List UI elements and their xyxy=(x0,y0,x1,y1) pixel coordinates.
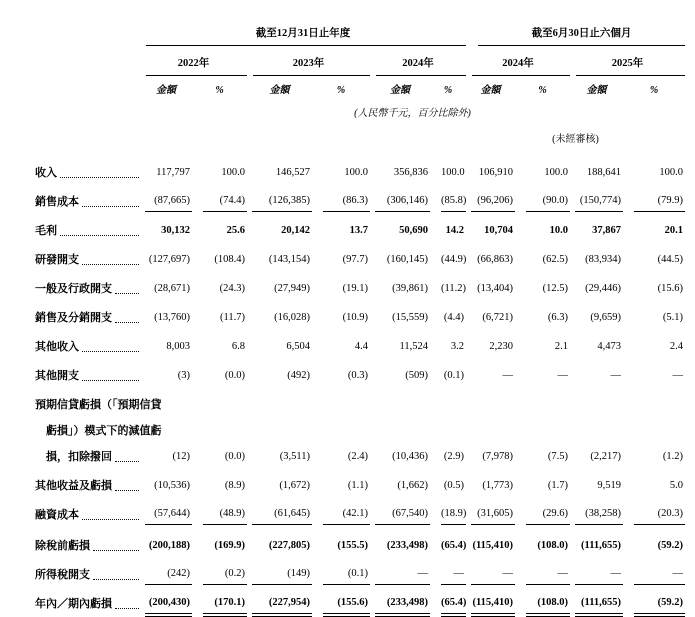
percent-cell: (65.4) xyxy=(430,585,466,614)
section-header-row xyxy=(35,22,685,46)
amount-cell: 146,527 xyxy=(275,167,310,178)
percent-cell: 13.7 xyxy=(349,225,368,236)
amount-cell: — xyxy=(502,370,513,381)
row-label-cell xyxy=(35,270,140,299)
amount-cell: (39,861) xyxy=(392,283,428,294)
amount-cell: (3,511) xyxy=(279,451,310,462)
percent-cell: — xyxy=(672,370,683,381)
year-header-2024-interim: 2024年 xyxy=(466,46,570,76)
percent-cell: 25.6 xyxy=(226,225,245,236)
percent-cell: 20.1 xyxy=(664,225,683,236)
percent-cell: (0.0) xyxy=(224,451,245,462)
percent-cell: 2.4 xyxy=(669,341,683,352)
amount-cell: (15,559) xyxy=(392,312,428,323)
percent-cell: (85.8) xyxy=(430,183,466,212)
percent-header: % xyxy=(336,85,346,96)
row-label-cell xyxy=(35,585,140,614)
percent-cell: (11.7) xyxy=(220,312,245,323)
amount-cell: (2,217) xyxy=(590,451,621,462)
percent-cell: (108.0) xyxy=(515,585,570,614)
amount-header: 金額 xyxy=(586,85,607,96)
amount-cell: (127,697) xyxy=(148,254,190,265)
dot-leader xyxy=(82,253,139,265)
percent-cell: (155.5) xyxy=(337,540,368,551)
dot-leader xyxy=(82,195,139,207)
percent-cell: (42.1) xyxy=(312,496,370,525)
dot-leader xyxy=(115,450,139,462)
amount-cell: (306,146) xyxy=(370,183,430,212)
row-label: 虧損」）模式下的減值虧 xyxy=(46,425,162,437)
percent-cell: (169.9) xyxy=(214,540,245,551)
year-header-2023: 2023年 xyxy=(247,46,370,76)
percent-header: % xyxy=(215,85,224,96)
dot-leader xyxy=(82,369,139,381)
row-label-cell xyxy=(35,357,140,386)
row-label: 其他開支 xyxy=(35,370,79,382)
row-label-cell xyxy=(35,212,140,241)
year-header-2022: 2022年 xyxy=(140,46,247,76)
row-label: 所得稅開支 xyxy=(35,569,90,581)
percent-cell: (74.4) xyxy=(192,183,247,212)
unaudited-note: (未經審核) xyxy=(552,134,599,145)
table-header xyxy=(35,22,685,154)
row-label: 除稅前虧損 xyxy=(35,540,90,552)
amount-cell: — xyxy=(570,556,623,585)
amount-cell: 2,230 xyxy=(489,341,513,352)
amount-cell: (87,665) xyxy=(140,183,192,212)
percent-cell: (10.9) xyxy=(342,312,368,323)
percent-cell: (24.3) xyxy=(219,283,245,294)
percent-cell: 5.0 xyxy=(669,480,683,491)
unaudited-note-row xyxy=(35,124,685,154)
year-header-row xyxy=(35,46,685,76)
row-label-cell xyxy=(35,299,140,328)
row-label-cell xyxy=(35,328,140,357)
dot-leader xyxy=(115,311,139,323)
percent-cell: (79.9) xyxy=(623,183,685,212)
percent-cell: (6.3) xyxy=(547,312,568,323)
amount-cell: 50,690 xyxy=(399,225,428,236)
percent-header: % xyxy=(443,85,453,96)
amount-cell: 6,504 xyxy=(286,341,310,352)
amount-cell: 106,910 xyxy=(478,167,513,178)
row-revenue xyxy=(35,154,685,183)
amount-cell: (7,978) xyxy=(482,451,513,462)
row-label: 預期信貸虧損（「預期信貸 xyxy=(35,399,162,411)
amount-cell: — xyxy=(466,556,515,585)
amount-cell: (66,863) xyxy=(477,254,513,265)
label-column-spacer xyxy=(35,102,140,124)
amount-cell: (12) xyxy=(172,451,190,462)
amount-cell: (200,188) xyxy=(148,540,190,551)
table-body xyxy=(35,154,685,614)
units-note-row xyxy=(35,102,685,124)
amount-cell: (6,721) xyxy=(482,312,513,323)
dot-leader xyxy=(115,479,139,491)
percent-cell: (97.7) xyxy=(342,254,368,265)
amount-cell: (16,028) xyxy=(274,312,310,323)
percent-cell: (90.0) xyxy=(515,183,570,212)
row-label: 收入 xyxy=(35,167,57,179)
dot-leader xyxy=(82,508,139,520)
percent-cell: — xyxy=(430,556,466,585)
amount-cell: 117,797 xyxy=(156,167,190,178)
financial-table xyxy=(35,22,685,614)
percent-cell: (2.4) xyxy=(347,451,368,462)
amount-cell: (13,760) xyxy=(154,312,190,323)
row-label-cell xyxy=(35,467,140,496)
amount-cell: 356,836 xyxy=(393,167,428,178)
amount-cell: (27,949) xyxy=(274,283,310,294)
row-label-cell xyxy=(35,386,162,467)
percent-cell: 6.8 xyxy=(231,341,245,352)
dot-leader xyxy=(82,340,139,352)
percent-cell: 100.0 xyxy=(659,167,683,178)
percent-cell: (108.0) xyxy=(537,540,568,551)
amount-cell: (200,430) xyxy=(140,585,192,614)
row-loss-for-period xyxy=(35,585,685,614)
amount-header: 金額 xyxy=(269,85,290,96)
percent-cell: (0.5) xyxy=(443,480,464,491)
row-ecl-impairment xyxy=(35,386,685,467)
percent-cell: (0.2) xyxy=(192,556,247,585)
amount-cell: (9,659) xyxy=(590,312,621,323)
amount-cell: (115,410) xyxy=(466,585,515,614)
row-label-cell xyxy=(35,183,140,212)
amount-cell: (1,662) xyxy=(397,480,428,491)
amount-cell: (143,154) xyxy=(268,254,310,265)
amount-cell: (31,605) xyxy=(466,496,515,525)
amount-cell: 8,003 xyxy=(166,341,190,352)
percent-cell: (1.2) xyxy=(662,451,683,462)
percent-cell: — xyxy=(515,556,570,585)
amount-cell: (111,655) xyxy=(581,540,621,551)
amount-cell: (96,206) xyxy=(466,183,515,212)
percent-cell: (44.5) xyxy=(657,254,683,265)
amount-cell: (1,773) xyxy=(482,480,513,491)
header-period-interim xyxy=(466,22,685,46)
amount-header: 金額 xyxy=(390,85,410,96)
amount-cell: (83,934) xyxy=(585,254,621,265)
amount-cell: (28,671) xyxy=(154,283,190,294)
amount-cell: (242) xyxy=(140,556,192,585)
percent-cell: (8.9) xyxy=(224,480,245,491)
amount-cell: 20,142 xyxy=(281,225,310,236)
dot-leader xyxy=(115,282,139,294)
row-general-admin-expenses xyxy=(35,270,685,299)
amount-cell: (149) xyxy=(247,556,312,585)
percent-cell: 14.2 xyxy=(445,225,464,236)
amount-cell: (115,410) xyxy=(472,540,513,551)
percent-cell: (20.3) xyxy=(623,496,685,525)
percent-cell: — xyxy=(623,556,685,585)
amount-cell: (10,436) xyxy=(392,451,428,462)
percent-cell: (0.1) xyxy=(312,556,370,585)
label-column-spacer xyxy=(35,76,140,102)
annual-period-title: 截至12月31日止年度 xyxy=(255,28,351,39)
amount-cell: — xyxy=(370,556,430,585)
amount-cell: 9,519 xyxy=(597,480,621,491)
amount-cell: (10,536) xyxy=(154,480,190,491)
label-column-spacer xyxy=(35,46,140,76)
amount-cell: (492) xyxy=(287,370,310,381)
row-label-cell xyxy=(35,556,140,585)
percent-cell: (44.9) xyxy=(441,254,467,265)
row-other-expenses xyxy=(35,357,685,386)
amount-cell: 10,704 xyxy=(484,225,513,236)
row-label-cell xyxy=(35,154,140,183)
dot-leader xyxy=(93,568,139,580)
amount-cell: (61,645) xyxy=(247,496,312,525)
amount-cell: 37,867 xyxy=(592,225,621,236)
percent-cell: (59.2) xyxy=(657,540,683,551)
row-other-income xyxy=(35,328,685,357)
year-header-2025-interim: 2025年 xyxy=(570,46,685,76)
dot-leader xyxy=(93,539,139,551)
percent-header: % xyxy=(649,85,659,96)
percent-cell: (5.1) xyxy=(662,312,683,323)
percent-cell: (1.7) xyxy=(547,480,568,491)
percent-cell: (15.6) xyxy=(657,283,683,294)
unaudited-note-cell xyxy=(466,124,685,154)
percent-cell: — xyxy=(557,370,568,381)
header-period-annual xyxy=(140,22,466,46)
percent-cell: (48.9) xyxy=(192,496,247,525)
percent-cell: 100.0 xyxy=(441,167,465,178)
percent-cell: (11.2) xyxy=(441,283,466,294)
interim-period-title: 截至6月30日止六個月 xyxy=(531,28,632,39)
units-note: (人民幣千元，百分比除外) xyxy=(354,108,471,119)
percent-cell: (170.1) xyxy=(192,585,247,614)
amount-cell: 188,641 xyxy=(586,167,621,178)
percent-cell: 100.0 xyxy=(344,167,368,178)
percent-header: % xyxy=(538,85,547,96)
dot-leader xyxy=(60,166,139,178)
percent-cell: 4.4 xyxy=(354,341,368,352)
percent-cell: 100.0 xyxy=(544,167,568,178)
amount-cell: (233,498) xyxy=(370,585,430,614)
row-gross-profit xyxy=(35,212,685,241)
row-income-tax-expense xyxy=(35,556,685,585)
amount-cell: (67,540) xyxy=(370,496,430,525)
row-label-cell xyxy=(35,241,140,270)
amount-cell: (111,655) xyxy=(570,585,623,614)
amount-cell: (126,385) xyxy=(247,183,312,212)
percent-cell: (18.9) xyxy=(430,496,466,525)
percent-cell: (0.1) xyxy=(443,370,464,381)
percent-cell: (12.5) xyxy=(542,283,568,294)
percent-cell: 2.1 xyxy=(554,341,568,352)
percent-cell: (108.4) xyxy=(214,254,245,265)
percent-cell: (62.5) xyxy=(542,254,568,265)
amount-header: 金額 xyxy=(156,85,176,96)
percent-cell: (0.0) xyxy=(224,370,245,381)
row-label: 其他收入 xyxy=(35,341,79,353)
amount-cell: 11,524 xyxy=(399,341,428,352)
subheader-row xyxy=(35,76,685,102)
units-note-cell xyxy=(140,102,685,124)
amount-cell: (150,774) xyxy=(570,183,623,212)
amount-cell: (29,446) xyxy=(585,283,621,294)
percent-cell: 100.0 xyxy=(221,167,245,178)
row-label: 銷售成本 xyxy=(35,196,79,208)
row-label: 銷售及分銷開支 xyxy=(35,312,112,324)
row-label: 損，扣除撥回 xyxy=(46,451,112,463)
row-selling-distribution-expenses xyxy=(35,299,685,328)
row-label: 年內／期內虧損 xyxy=(35,598,112,610)
percent-cell: (7.5) xyxy=(547,451,568,462)
amount-cell: 30,132 xyxy=(161,225,190,236)
amount-cell: (1,672) xyxy=(279,480,310,491)
row-label: 一般及行政開支 xyxy=(35,283,112,295)
year-header-2024: 2024年 xyxy=(370,46,466,76)
annual-note-spacer xyxy=(140,124,466,154)
label-column-spacer xyxy=(35,22,140,46)
row-label: 毛利 xyxy=(35,225,57,237)
amount-cell: (3) xyxy=(177,370,190,381)
percent-cell: (4.4) xyxy=(443,312,464,323)
label-column-spacer xyxy=(35,124,140,154)
percent-cell: (2.9) xyxy=(443,451,464,462)
row-label-cell xyxy=(35,525,140,556)
percent-cell: 10.0 xyxy=(549,225,568,236)
amount-cell: (233,498) xyxy=(386,540,428,551)
row-rd-expenses xyxy=(35,241,685,270)
amount-cell: (38,258) xyxy=(570,496,623,525)
amount-header: 金額 xyxy=(480,85,501,96)
row-finance-costs xyxy=(35,496,685,525)
row-label: 其他收益及虧損 xyxy=(35,480,112,492)
row-cost-of-sales xyxy=(35,183,685,212)
percent-cell: (1.1) xyxy=(347,480,368,491)
percent-cell: (65.4) xyxy=(441,540,467,551)
amount-cell: — xyxy=(610,370,621,381)
amount-cell: (227,805) xyxy=(268,540,310,551)
percent-cell: (0.3) xyxy=(347,370,368,381)
percent-cell: 3.2 xyxy=(450,341,464,352)
dot-leader xyxy=(115,597,139,609)
amount-cell: (509) xyxy=(405,370,428,381)
dot-leader xyxy=(60,224,139,236)
percent-cell: (19.1) xyxy=(342,283,368,294)
percent-cell: (29.6) xyxy=(515,496,570,525)
row-label-cell xyxy=(35,496,140,525)
percent-cell: (59.2) xyxy=(623,585,685,614)
percent-cell: (86.3) xyxy=(312,183,370,212)
amount-cell: 4,473 xyxy=(597,341,621,352)
amount-cell: (227,954) xyxy=(247,585,312,614)
amount-cell: (160,145) xyxy=(386,254,428,265)
row-label: 融資成本 xyxy=(35,509,79,521)
amount-cell: (57,644) xyxy=(140,496,192,525)
amount-cell: (13,404) xyxy=(477,283,513,294)
row-label: 研發開支 xyxy=(35,254,79,266)
row-other-gains-losses xyxy=(35,467,685,496)
percent-cell: (155.6) xyxy=(312,585,370,614)
row-loss-before-tax xyxy=(35,525,685,556)
